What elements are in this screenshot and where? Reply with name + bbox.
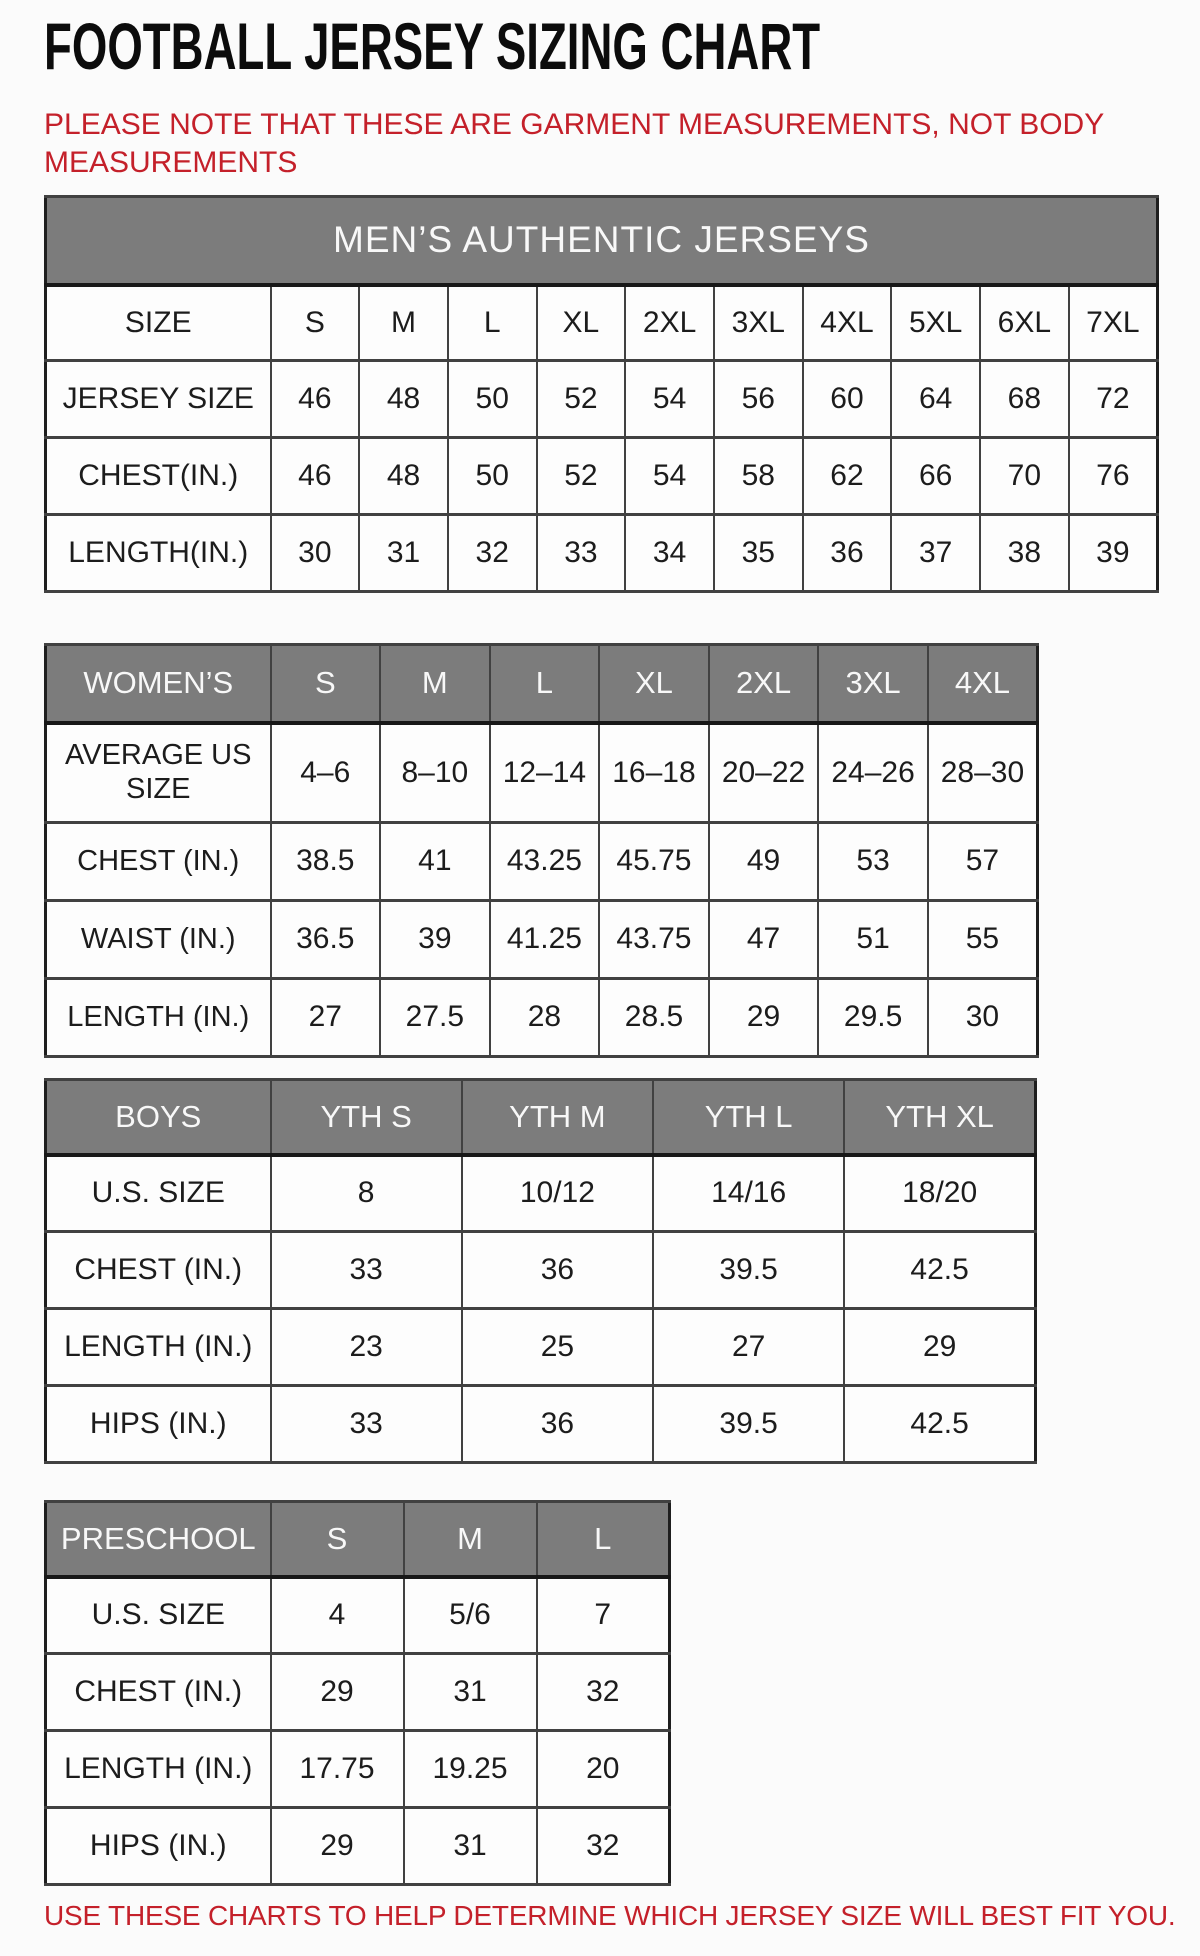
measurement-value-cell: 68 — [980, 361, 1069, 438]
measurement-value-cell: 53 — [818, 823, 928, 901]
measurement-value-cell: 35 — [714, 515, 803, 592]
row-label-cell: LENGTH (IN.) — [46, 1309, 271, 1386]
measurement-value-cell: 34 — [625, 515, 714, 592]
measurement-value-cell: 48 — [359, 361, 448, 438]
garment-measurement-note: PLEASE NOTE THAT THESE ARE GARMENT MEASUREMENTS, NOT BODY MEASUREMENTS — [44, 108, 1104, 179]
measurement-value-cell: 12–14 — [490, 723, 600, 823]
measurement-value-cell: 30 — [271, 515, 360, 592]
measurement-value-cell: 32 — [448, 515, 537, 592]
measurement-value-cell: 49 — [709, 823, 819, 901]
womens-sizing-table — [44, 643, 1039, 1058]
table-row — [46, 979, 1038, 1057]
measurement-value-cell: 31 — [404, 1654, 537, 1731]
measurement-value-cell: 66 — [891, 438, 980, 515]
measurement-value-cell: 27 — [271, 979, 381, 1057]
header-label-cell: BOYS — [46, 1080, 271, 1155]
measurement-value-cell: 31 — [404, 1808, 537, 1885]
size-column-header: 3XL — [818, 645, 928, 723]
measurement-value-cell: 28–30 — [928, 723, 1038, 823]
table-row — [46, 1808, 670, 1885]
measurement-value-cell: 64 — [891, 361, 980, 438]
row-label-cell: HIPS (IN.) — [46, 1808, 271, 1885]
measurement-value-cell: 72 — [1069, 361, 1158, 438]
size-column-header: S — [271, 645, 381, 723]
measurement-value-cell: 46 — [271, 438, 360, 515]
measurement-value-cell: 76 — [1069, 438, 1158, 515]
row-label-cell: LENGTH(IN.) — [46, 515, 271, 592]
table-row — [46, 361, 1158, 438]
measurement-value-cell: 33 — [537, 515, 626, 592]
column-header-row — [46, 1080, 1036, 1155]
measurement-value-cell: 29 — [709, 979, 819, 1057]
measurement-value-cell: 50 — [448, 438, 537, 515]
measurement-value-cell: 33 — [271, 1386, 462, 1463]
row-label-cell: U.S. SIZE — [46, 1155, 271, 1232]
measurement-value-cell: 5/6 — [404, 1577, 537, 1654]
size-column-header: 4XL — [928, 645, 1038, 723]
measurement-value-cell: 30 — [928, 979, 1038, 1057]
row-label-cell: AVERAGE US SIZE — [46, 723, 271, 823]
measurement-value-cell: 70 — [980, 438, 1069, 515]
measurement-value-cell: 45.75 — [599, 823, 709, 901]
measurement-value-cell: 52 — [537, 361, 626, 438]
measurement-value-cell: 41 — [380, 823, 490, 901]
measurement-value-cell: 27.5 — [380, 979, 490, 1057]
measurement-value-cell: 50 — [448, 361, 537, 438]
measurement-value-cell: 39.5 — [653, 1232, 844, 1309]
table-row — [46, 901, 1038, 979]
table-row — [46, 1731, 670, 1808]
measurement-value-cell: 28.5 — [599, 979, 709, 1057]
table-row — [46, 1386, 1036, 1463]
measurement-value-cell: 23 — [271, 1309, 462, 1386]
size-column-header: 5XL — [891, 285, 980, 361]
size-column-header: M — [404, 1502, 537, 1577]
table-row — [46, 1577, 670, 1654]
size-column-header: 2XL — [709, 645, 819, 723]
column-header-row — [46, 645, 1038, 723]
measurement-value-cell: 19.25 — [404, 1731, 537, 1808]
measurement-value-cell: 57 — [928, 823, 1038, 901]
measurement-value-cell: 41.25 — [490, 901, 600, 979]
measurement-value-cell: 58 — [714, 438, 803, 515]
measurement-value-cell: 48 — [359, 438, 448, 515]
page-title-text: FOOTBALL JERSEY SIZING CHART — [44, 9, 821, 84]
measurement-value-cell: 62 — [803, 438, 892, 515]
size-column-header: YTH S — [271, 1080, 462, 1155]
measurement-value-cell: 42.5 — [844, 1232, 1035, 1309]
measurement-value-cell: 4 — [271, 1577, 404, 1654]
measurement-value-cell: 29 — [844, 1309, 1035, 1386]
measurement-value-cell: 16–18 — [599, 723, 709, 823]
row-label-cell: CHEST(IN.) — [46, 438, 271, 515]
mens-authentic-jerseys-table — [44, 195, 1159, 593]
size-column-header: L — [490, 645, 600, 723]
row-label-cell: CHEST (IN.) — [46, 823, 271, 901]
measurement-value-cell: 18/20 — [844, 1155, 1035, 1232]
header-label-cell: SIZE — [46, 285, 271, 361]
measurement-value-cell: 7 — [537, 1577, 670, 1654]
measurement-value-cell: 27 — [653, 1309, 844, 1386]
size-column-header: XL — [537, 285, 626, 361]
size-column-header: S — [271, 285, 360, 361]
measurement-value-cell: 55 — [928, 901, 1038, 979]
table-row — [46, 515, 1158, 592]
row-label-cell: JERSEY SIZE — [46, 361, 271, 438]
table-title: MEN’S AUTHENTIC JERSEYS — [46, 197, 1158, 285]
measurement-value-cell: 29.5 — [818, 979, 928, 1057]
footer-note: USE THESE CHARTS TO HELP DETERMINE WHICH JERSEY SIZE WILL BEST FIT YOU. — [44, 1900, 1176, 1931]
boys-sizing-table — [44, 1078, 1037, 1464]
measurement-value-cell: 25 — [462, 1309, 653, 1386]
size-column-header: YTH M — [462, 1080, 653, 1155]
table-row — [46, 1654, 670, 1731]
table-title-row — [46, 197, 1158, 285]
measurement-value-cell: 8–10 — [380, 723, 490, 823]
measurement-value-cell: 60 — [803, 361, 892, 438]
size-column-header: M — [380, 645, 490, 723]
size-column-header: 3XL — [714, 285, 803, 361]
measurement-value-cell: 46 — [271, 361, 360, 438]
measurement-value-cell: 37 — [891, 515, 980, 592]
row-label-cell: CHEST (IN.) — [46, 1232, 271, 1309]
size-column-header: 6XL — [980, 285, 1069, 361]
measurement-value-cell: 4–6 — [271, 723, 381, 823]
measurement-value-cell: 20–22 — [709, 723, 819, 823]
column-header-row — [46, 1502, 670, 1577]
row-label-cell: HIPS (IN.) — [46, 1386, 271, 1463]
measurement-value-cell: 29 — [271, 1808, 404, 1885]
row-label-cell: LENGTH (IN.) — [46, 979, 271, 1057]
page-title — [44, 9, 1160, 84]
measurement-value-cell: 39.5 — [653, 1386, 844, 1463]
size-column-header: YTH XL — [844, 1080, 1035, 1155]
column-header-row — [46, 285, 1158, 361]
measurement-value-cell: 28 — [490, 979, 600, 1057]
measurement-value-cell: 31 — [359, 515, 448, 592]
table-row — [46, 823, 1038, 901]
size-column-header: XL — [599, 645, 709, 723]
table-row — [46, 1232, 1036, 1309]
measurement-value-cell: 8 — [271, 1155, 462, 1232]
size-column-header: YTH L — [653, 1080, 844, 1155]
measurement-value-cell: 36 — [462, 1386, 653, 1463]
measurement-value-cell: 47 — [709, 901, 819, 979]
row-label-cell: LENGTH (IN.) — [46, 1731, 271, 1808]
measurement-value-cell: 38 — [980, 515, 1069, 592]
measurement-value-cell: 17.75 — [271, 1731, 404, 1808]
preschool-sizing-table — [44, 1500, 671, 1886]
header-label-cell: PRESCHOOL — [46, 1502, 271, 1577]
measurement-value-cell: 43.25 — [490, 823, 600, 901]
measurement-value-cell: 39 — [1069, 515, 1158, 592]
size-column-header: L — [448, 285, 537, 361]
size-column-header: L — [537, 1502, 670, 1577]
measurement-value-cell: 54 — [625, 361, 714, 438]
measurement-value-cell: 36.5 — [271, 901, 381, 979]
table-row — [46, 438, 1158, 515]
table-row — [46, 1155, 1036, 1232]
table-row — [46, 1309, 1036, 1386]
measurement-value-cell: 14/16 — [653, 1155, 844, 1232]
measurement-value-cell: 56 — [714, 361, 803, 438]
measurement-value-cell: 43.75 — [599, 901, 709, 979]
measurement-value-cell: 52 — [537, 438, 626, 515]
size-column-header: S — [271, 1502, 404, 1577]
row-label-cell: CHEST (IN.) — [46, 1654, 271, 1731]
row-label-cell: WAIST (IN.) — [46, 901, 271, 979]
measurement-value-cell: 32 — [537, 1654, 670, 1731]
header-label-cell: WOMEN’S — [46, 645, 271, 723]
measurement-value-cell: 20 — [537, 1731, 670, 1808]
measurement-value-cell: 33 — [271, 1232, 462, 1309]
size-column-header: 7XL — [1069, 285, 1158, 361]
row-label-cell: U.S. SIZE — [46, 1577, 271, 1654]
size-column-header: 2XL — [625, 285, 714, 361]
measurement-value-cell: 32 — [537, 1808, 670, 1885]
measurement-value-cell: 38.5 — [271, 823, 381, 901]
measurement-value-cell: 10/12 — [462, 1155, 653, 1232]
measurement-value-cell: 29 — [271, 1654, 404, 1731]
table-row — [46, 723, 1038, 823]
measurement-value-cell: 36 — [462, 1232, 653, 1309]
measurement-value-cell: 51 — [818, 901, 928, 979]
measurement-value-cell: 42.5 — [844, 1386, 1035, 1463]
size-column-header: 4XL — [803, 285, 892, 361]
measurement-value-cell: 36 — [803, 515, 892, 592]
measurement-value-cell: 54 — [625, 438, 714, 515]
size-column-header: M — [359, 285, 448, 361]
measurement-value-cell: 24–26 — [818, 723, 928, 823]
measurement-value-cell: 39 — [380, 901, 490, 979]
